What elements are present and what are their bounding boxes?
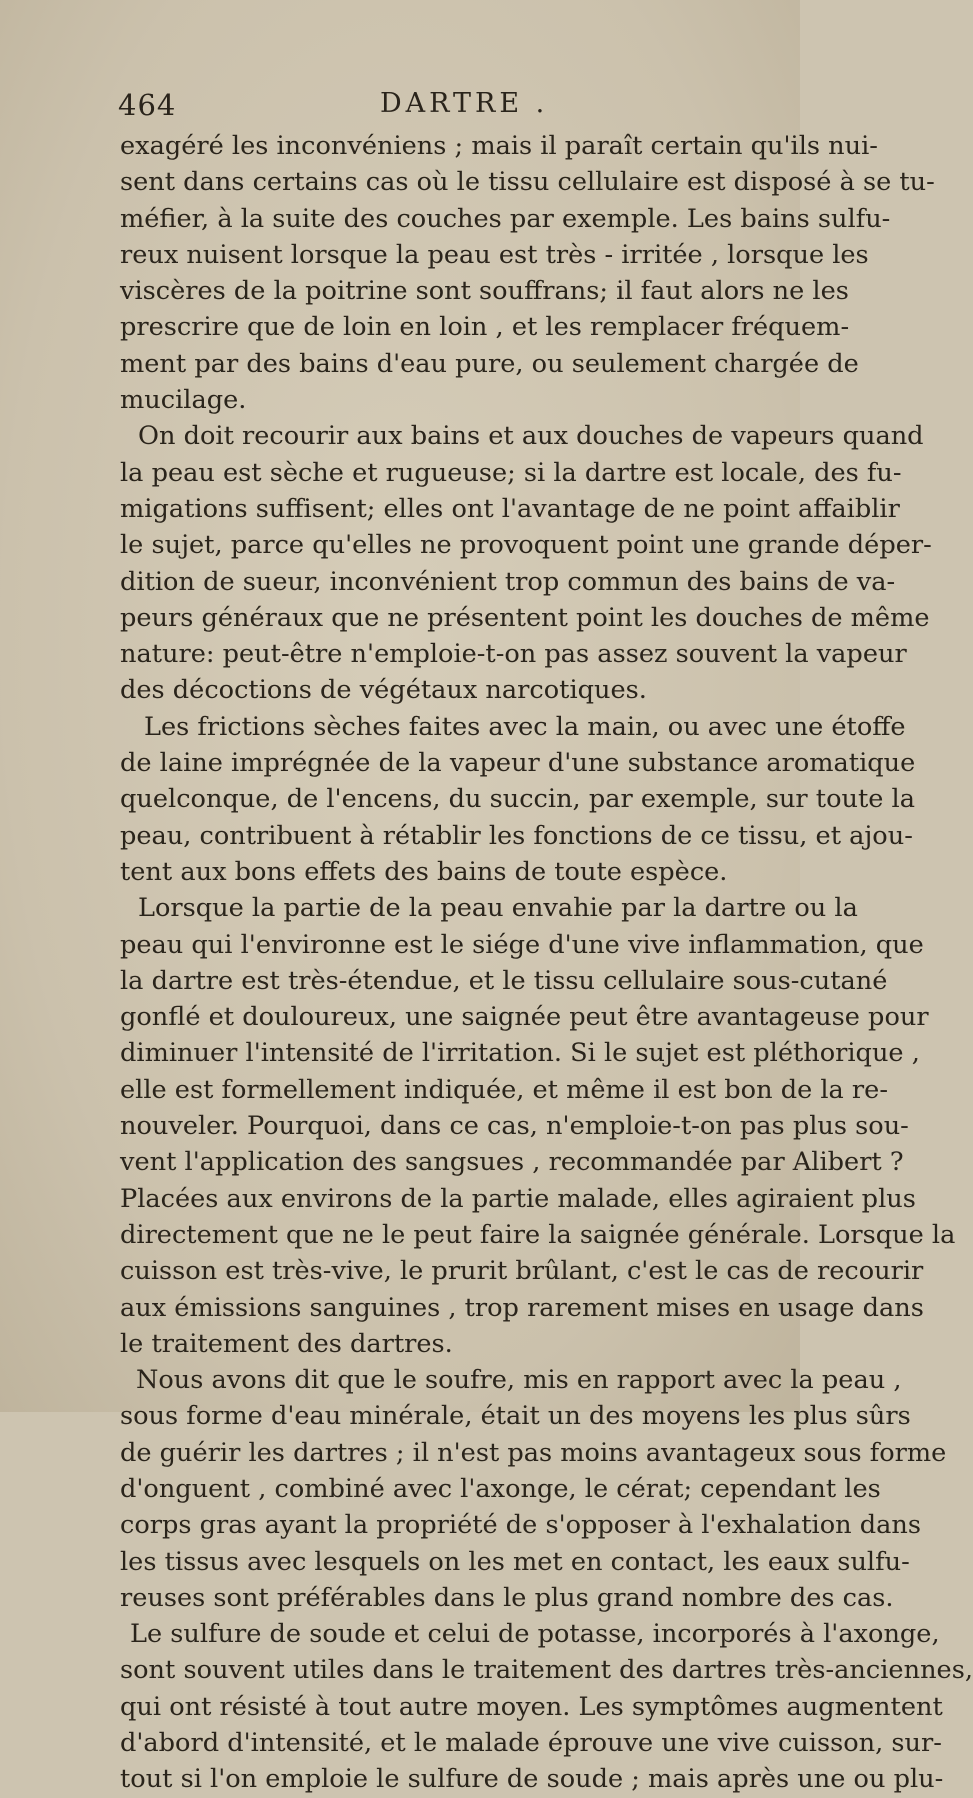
text-line: vent l'application des sangsues , recommandée par Alibert ? xyxy=(120,1147,904,1178)
text-line: tout si l'on emploie le sulfure de soude ; mais après une ou plu- xyxy=(120,1764,944,1795)
text-line: peau qui l'environne est le siége d'une vive inflammation, que xyxy=(120,929,924,960)
text-line: corps gras ayant la propriété de s'opposer à l'exhalation dans xyxy=(120,1510,921,1541)
text-line: qui ont résisté à tout autre moyen. Les symptômes augmentent xyxy=(120,1691,943,1722)
text-line: On doit recourir aux bains et aux douches de vapeurs quand xyxy=(138,421,924,452)
text-line: elle est formellement indiquée, et même il est bon de la re- xyxy=(120,1074,888,1105)
text-line: nature: peut-être n'emploie-t-on pas assez souvent la vapeur xyxy=(120,639,907,670)
text-line: Le sulfure de soude et celui de potasse, incorporés à l'axonge, xyxy=(130,1619,940,1650)
text-line: migations suffisent; elles ont l'avantage de ne point affaiblir xyxy=(120,493,900,524)
text-line: des décoctions de végétaux narcotiques. xyxy=(120,675,647,706)
text-line: viscères de la poitrine sont souffrans; il faut alors ne les xyxy=(120,276,849,307)
text-line: Placées aux environs de la partie malade, elles agiraient plus xyxy=(120,1183,916,1214)
text-line: exagéré les inconvéniens ; mais il paraît certain qu'ils nui- xyxy=(120,131,878,161)
paragraph xyxy=(120,890,956,1362)
text-line: la peau est sèche et rugueuse; si la dartre est locale, des fu- xyxy=(120,457,902,488)
text-line: reux nuisent lorsque la peau est très - irritée , lorsque les xyxy=(120,239,869,270)
text-line: nouveler. Pourquoi, dans ce cas, n'emploie-t-on pas plus sou- xyxy=(120,1111,909,1142)
text-line: Nous avons dit que le soufre, mis en rapport avec la peau , xyxy=(136,1365,902,1396)
text-line: peurs généraux que ne présentent point les douches de même xyxy=(120,602,930,633)
text-line: diminuer l'intensité de l'irritation. Si le sujet est pléthorique , xyxy=(120,1038,920,1069)
text-line: Les frictions sèches faites avec la main, ou avec une étoffe xyxy=(144,711,906,742)
text-line: Lorsque la partie de la peau envahie par la dartre ou la xyxy=(138,893,858,924)
text-line: dition de sueur, inconvénient trop commun des bains de va- xyxy=(120,566,896,597)
text-line: mucilage. xyxy=(120,385,247,416)
text-line: de guérir les dartres ; il n'est pas moins avantageux sous forme xyxy=(120,1437,947,1468)
text-line: cuisson est très-vive, le prurit brûlant, c'est le cas de recourir xyxy=(120,1256,924,1287)
text-line: sent dans certains cas où le tissu cellulaire est disposé à se tu- xyxy=(120,167,935,198)
text-line: méfier, à la suite des couches par exemple. Les bains sulfu- xyxy=(120,203,891,234)
page-header xyxy=(118,88,718,128)
page-number: 464 xyxy=(118,88,177,122)
paragraph xyxy=(120,128,935,418)
page-body xyxy=(120,128,973,1798)
running-head: DARTRE . xyxy=(380,88,549,119)
text-line: prescrire que de loin en loin , et les remplacer fréquem- xyxy=(120,312,850,343)
paragraph xyxy=(120,709,916,890)
text-line: sous forme d'eau minérale, était un des moyens les plus sûrs xyxy=(120,1401,911,1432)
text-line: la dartre est très-étendue, et le tissu cellulaire sous-cutané xyxy=(120,965,888,996)
text-line: tent aux bons effets des bains de toute espèce. xyxy=(120,856,728,887)
text-line: sont souvent utiles dans le traitement des dartres très-anciennes, xyxy=(120,1655,973,1686)
text-line: les tissus avec lesquels on les met en contact, les eaux sulfu- xyxy=(120,1546,910,1577)
text-line: gonflé et douloureux, une saignée peut être avantageuse pour xyxy=(120,1002,929,1033)
text-line: le sujet, parce qu'elles ne provoquent point une grande déper- xyxy=(120,530,932,561)
text-line: le traitement des dartres. xyxy=(120,1328,453,1359)
text-line: directement que ne le peut faire la saignée générale. Lorsque la xyxy=(120,1219,956,1250)
paragraph xyxy=(120,1362,947,1616)
text-line: peau, contribuent à rétablir les fonctions de ce tissu, et ajou- xyxy=(120,820,913,851)
text-line: d'abord d'intensité, et le malade éprouve une vive cuisson, sur- xyxy=(120,1728,942,1759)
text-line: de laine imprégnée de la vapeur d'une substance aromatique xyxy=(120,748,916,779)
text-line: ment par des bains d'eau pure, ou seulement chargée de xyxy=(120,348,859,379)
text-line: quelconque, de l'encens, du succin, par exemple, sur toute la xyxy=(120,784,915,815)
paragraph xyxy=(120,1616,973,1797)
text-line: d'onguent , combiné avec l'axonge, le cérat; cependant les xyxy=(120,1473,881,1504)
text-line: reuses sont préférables dans le plus grand nombre des cas. xyxy=(120,1582,894,1613)
text-line: aux émissions sanguines , trop rarement mises en usage dans xyxy=(120,1292,924,1323)
paragraph xyxy=(120,418,932,708)
